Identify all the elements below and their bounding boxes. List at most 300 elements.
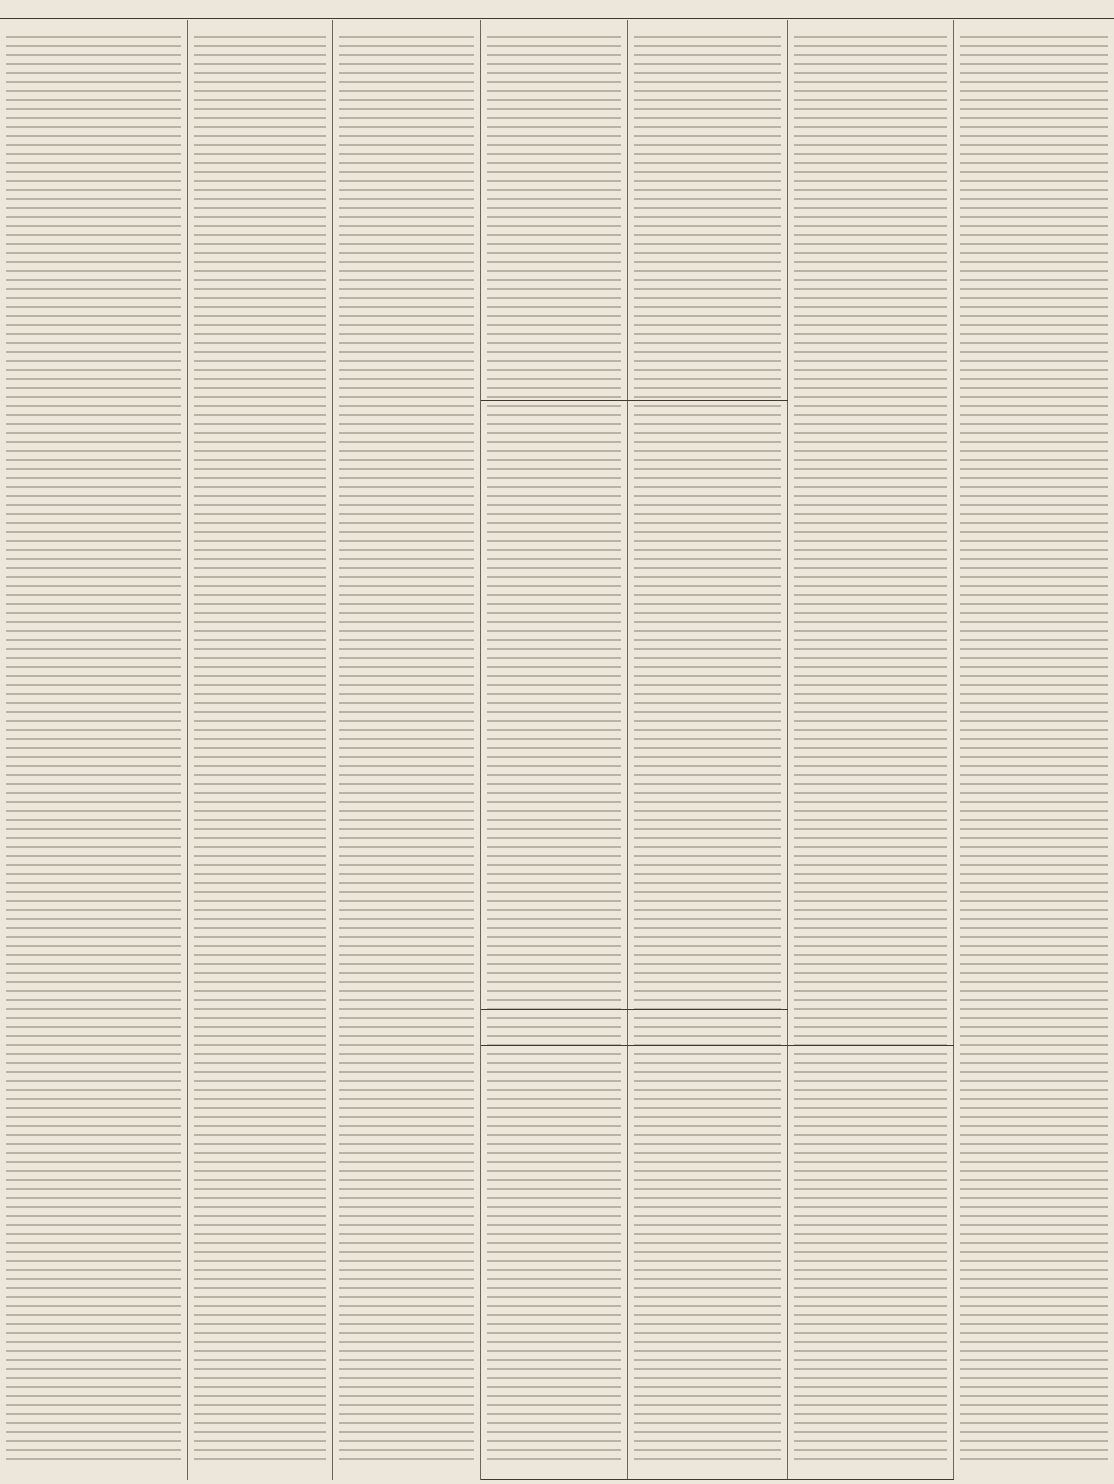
text-line-placeholder: [794, 1017, 947, 1019]
text-line-placeholder: [960, 981, 1108, 983]
text-line-placeholder: [339, 162, 474, 164]
text-line-placeholder: [634, 135, 781, 137]
text-line-placeholder: [6, 1278, 181, 1280]
text-line-placeholder: [339, 216, 474, 218]
text-line-placeholder: [194, 1053, 326, 1055]
text-line-placeholder: [6, 477, 181, 479]
text-line-placeholder: [194, 855, 326, 857]
text-line-placeholder: [960, 306, 1108, 308]
text-line-placeholder: [339, 1044, 474, 1046]
text-line-placeholder: [634, 369, 781, 371]
text-line-placeholder: [960, 1341, 1108, 1343]
text-line-placeholder: [960, 1197, 1108, 1199]
text-line-placeholder: [6, 72, 181, 74]
text-line-placeholder: [194, 783, 326, 785]
text-line-placeholder: [794, 171, 947, 173]
text-line-placeholder: [194, 1296, 326, 1298]
text-line-placeholder: [6, 126, 181, 128]
text-line-placeholder: [960, 342, 1108, 344]
text-line-placeholder: [960, 477, 1108, 479]
text-line-placeholder: [194, 1116, 326, 1118]
text-line-placeholder: [6, 1341, 181, 1343]
text-line-placeholder: [339, 1377, 474, 1379]
text-line-placeholder: [960, 603, 1108, 605]
text-line-placeholder: [339, 558, 474, 560]
text-line-placeholder: [6, 927, 181, 929]
text-line-placeholder: [194, 1233, 326, 1235]
text-line-placeholder: [487, 243, 621, 245]
text-line-placeholder: [794, 306, 947, 308]
text-line-placeholder: [794, 450, 947, 452]
text-line-placeholder: [960, 1152, 1108, 1154]
text-line-placeholder: [634, 90, 781, 92]
text-line-placeholder: [339, 729, 474, 731]
text-line-placeholder: [794, 135, 947, 137]
text-line-placeholder: [194, 837, 326, 839]
text-line-placeholder: [960, 1008, 1108, 1010]
text-line-placeholder: [339, 522, 474, 524]
text-line-placeholder: [960, 1350, 1108, 1352]
text-line-placeholder: [794, 189, 947, 191]
text-line-placeholder: [487, 360, 621, 362]
text-line-placeholder: [634, 297, 781, 299]
column-1: [0, 20, 188, 1480]
text-line-placeholder: [194, 828, 326, 830]
text-line-placeholder: [339, 1278, 474, 1280]
text-line-placeholder: [194, 738, 326, 740]
text-line-placeholder: [634, 72, 781, 74]
text-line-placeholder: [339, 1215, 474, 1217]
text-line-placeholder: [339, 432, 474, 434]
text-line-placeholder: [194, 45, 326, 47]
text-line-placeholder: [960, 1377, 1108, 1379]
text-line-placeholder: [6, 801, 181, 803]
text-line-placeholder: [339, 459, 474, 461]
text-line-placeholder: [339, 1197, 474, 1199]
text-line-placeholder: [339, 378, 474, 380]
text-line-placeholder: [960, 1314, 1108, 1316]
text-line-placeholder: [6, 1026, 181, 1028]
text-line-placeholder: [194, 1197, 326, 1199]
text-line-placeholder: [6, 315, 181, 317]
text-line-placeholder: [634, 378, 781, 380]
text-line-placeholder: [194, 1134, 326, 1136]
text-line-placeholder: [960, 270, 1108, 272]
text-line-placeholder: [6, 1332, 181, 1334]
text-line-placeholder: [794, 522, 947, 524]
text-line-placeholder: [794, 828, 947, 830]
text-line-placeholder: [6, 63, 181, 65]
text-line-placeholder: [339, 288, 474, 290]
text-line-placeholder: [794, 873, 947, 875]
text-line-placeholder: [794, 630, 947, 632]
text-line-placeholder: [194, 810, 326, 812]
text-line-placeholder: [794, 225, 947, 227]
text-line-placeholder: [960, 594, 1108, 596]
text-line-placeholder: [634, 45, 781, 47]
text-line-placeholder: [794, 99, 947, 101]
text-line-placeholder: [194, 558, 326, 560]
text-line-placeholder: [794, 126, 947, 128]
text-line-placeholder: [6, 1377, 181, 1379]
text-line-placeholder: [339, 126, 474, 128]
text-line-placeholder: [6, 1242, 181, 1244]
text-line-placeholder: [634, 144, 781, 146]
text-line-placeholder: [960, 666, 1108, 668]
text-line-placeholder: [794, 378, 947, 380]
text-line-placeholder: [6, 1305, 181, 1307]
text-line-placeholder: [960, 90, 1108, 92]
text-line-placeholder: [6, 1359, 181, 1361]
text-line-placeholder: [6, 612, 181, 614]
text-line-placeholder: [339, 1053, 474, 1055]
text-line-placeholder: [960, 963, 1108, 965]
text-line-placeholder: [6, 387, 181, 389]
text-line-placeholder: [194, 1359, 326, 1361]
text-line-placeholder: [487, 99, 621, 101]
text-line-placeholder: [6, 207, 181, 209]
text-line-placeholder: [794, 234, 947, 236]
text-line-placeholder: [339, 639, 474, 641]
text-line-placeholder: [6, 279, 181, 281]
text-line-placeholder: [339, 954, 474, 956]
text-line-placeholder: [960, 117, 1108, 119]
text-line-placeholder: [6, 909, 181, 911]
text-line-placeholder: [339, 180, 474, 182]
text-line-placeholder: [339, 1233, 474, 1235]
text-line-placeholder: [339, 747, 474, 749]
text-line-placeholder: [960, 72, 1108, 74]
text-line-placeholder: [960, 531, 1108, 533]
text-line-placeholder: [194, 1044, 326, 1046]
text-line-placeholder: [194, 1080, 326, 1082]
text-line-placeholder: [6, 198, 181, 200]
text-line-placeholder: [194, 1026, 326, 1028]
text-line-placeholder: [194, 423, 326, 425]
text-line-placeholder: [794, 585, 947, 587]
text-line-placeholder: [339, 1251, 474, 1253]
text-line-placeholder: [794, 972, 947, 974]
text-line-placeholder: [6, 702, 181, 704]
text-line-placeholder: [794, 657, 947, 659]
text-line-placeholder: [794, 936, 947, 938]
text-line-placeholder: [960, 540, 1108, 542]
text-line-placeholder: [339, 1143, 474, 1145]
text-line-placeholder: [487, 72, 621, 74]
text-line-placeholder: [794, 783, 947, 785]
text-line-placeholder: [794, 945, 947, 947]
text-line-placeholder: [6, 1215, 181, 1217]
text-line-placeholder: [194, 621, 326, 623]
text-line-placeholder: [960, 1224, 1108, 1226]
text-line-placeholder: [960, 810, 1108, 812]
text-line-placeholder: [794, 495, 947, 497]
text-line-placeholder: [339, 666, 474, 668]
text-line-placeholder: [960, 162, 1108, 164]
text-line-placeholder: [960, 234, 1108, 236]
text-line-placeholder: [6, 1062, 181, 1064]
text-line-placeholder: [794, 387, 947, 389]
text-line-placeholder: [6, 1296, 181, 1298]
text-line-placeholder: [960, 909, 1108, 911]
text-line-placeholder: [194, 1368, 326, 1370]
text-line-placeholder: [960, 711, 1108, 713]
text-line-placeholder: [960, 468, 1108, 470]
text-line-placeholder: [194, 720, 326, 722]
text-line-placeholder: [794, 981, 947, 983]
text-line-placeholder: [339, 1161, 474, 1163]
text-line-placeholder: [6, 522, 181, 524]
text-line-placeholder: [194, 243, 326, 245]
text-line-placeholder: [6, 486, 181, 488]
text-line-placeholder: [794, 954, 947, 956]
text-line-placeholder: [194, 297, 326, 299]
text-line-placeholder: [634, 1026, 781, 1028]
text-line-placeholder: [194, 36, 326, 38]
text-line-placeholder: [960, 144, 1108, 146]
column-3: [333, 20, 481, 1480]
text-line-placeholder: [634, 207, 781, 209]
text-line-placeholder: [194, 1188, 326, 1190]
text-line-placeholder: [194, 1242, 326, 1244]
text-line-placeholder: [339, 1026, 474, 1028]
text-line-placeholder: [487, 216, 621, 218]
text-line-placeholder: [794, 423, 947, 425]
text-line-placeholder: [960, 900, 1108, 902]
text-line-placeholder: [194, 1404, 326, 1406]
text-line-placeholder: [960, 792, 1108, 794]
text-line-placeholder: [487, 63, 621, 65]
text-line-placeholder: [194, 945, 326, 947]
text-line-placeholder: [339, 1080, 474, 1082]
text-line-placeholder: [339, 342, 474, 344]
text-line-placeholder: [194, 495, 326, 497]
text-line-placeholder: [487, 171, 621, 173]
text-line-placeholder: [634, 117, 781, 119]
text-line-placeholder: [960, 1269, 1108, 1271]
text-line-placeholder: [339, 810, 474, 812]
text-line-placeholder: [194, 567, 326, 569]
text-line-placeholder: [960, 558, 1108, 560]
text-line-placeholder: [339, 1071, 474, 1073]
text-line-placeholder: [6, 666, 181, 668]
text-line-placeholder: [960, 783, 1108, 785]
text-line-placeholder: [194, 1017, 326, 1019]
text-line-placeholder: [794, 621, 947, 623]
text-line-placeholder: [6, 603, 181, 605]
text-line-placeholder: [794, 810, 947, 812]
text-line-placeholder: [6, 1008, 181, 1010]
text-line-placeholder: [6, 630, 181, 632]
text-line-placeholder: [6, 1395, 181, 1397]
text-line-placeholder: [487, 108, 621, 110]
text-line-placeholder: [339, 108, 474, 110]
text-line-placeholder: [339, 513, 474, 515]
text-line-placeholder: [487, 198, 621, 200]
text-line-placeholder: [339, 1062, 474, 1064]
text-line-placeholder: [794, 765, 947, 767]
text-line-placeholder: [339, 54, 474, 56]
text-line-placeholder: [339, 1152, 474, 1154]
text-line-placeholder: [960, 855, 1108, 857]
text-line-placeholder: [339, 1296, 474, 1298]
text-line-placeholder: [794, 243, 947, 245]
text-line-placeholder: [339, 1413, 474, 1415]
text-line-placeholder: [339, 1134, 474, 1136]
text-line-placeholder: [194, 891, 326, 893]
text-line-placeholder: [6, 954, 181, 956]
text-line-placeholder: [960, 1143, 1108, 1145]
text-line-placeholder: [194, 936, 326, 938]
text-line-placeholder: [6, 306, 181, 308]
text-line-placeholder: [960, 1206, 1108, 1208]
text-line-placeholder: [339, 720, 474, 722]
text-line-placeholder: [6, 1152, 181, 1154]
text-line-placeholder: [194, 675, 326, 677]
text-line-placeholder: [194, 801, 326, 803]
text-line-placeholder: [794, 792, 947, 794]
text-line-placeholder: [960, 1116, 1108, 1118]
text-line-placeholder: [960, 675, 1108, 677]
text-line-placeholder: [634, 288, 781, 290]
text-line-placeholder: [339, 927, 474, 929]
text-line-placeholder: [487, 1035, 621, 1037]
text-line-placeholder: [194, 612, 326, 614]
text-line-placeholder: [339, 279, 474, 281]
text-line-placeholder: [194, 63, 326, 65]
text-line-placeholder: [339, 468, 474, 470]
text-line-placeholder: [194, 135, 326, 137]
text-line-placeholder: [6, 594, 181, 596]
text-line-placeholder: [960, 990, 1108, 992]
text-line-placeholder: [6, 396, 181, 398]
text-line-placeholder: [794, 261, 947, 263]
text-line-placeholder: [794, 486, 947, 488]
text-line-placeholder: [6, 774, 181, 776]
text-line-placeholder: [194, 639, 326, 641]
text-line-placeholder: [487, 225, 621, 227]
text-line-placeholder: [194, 459, 326, 461]
text-line-placeholder: [960, 315, 1108, 317]
text-line-placeholder: [6, 1413, 181, 1415]
text-line-placeholder: [6, 621, 181, 623]
text-line-placeholder: [6, 1125, 181, 1127]
text-line-placeholder: [6, 1143, 181, 1145]
text-line-placeholder: [960, 225, 1108, 227]
text-line-placeholder: [339, 1035, 474, 1037]
text-line-placeholder: [194, 1305, 326, 1307]
text-line-placeholder: [960, 702, 1108, 704]
text-line-placeholder: [339, 990, 474, 992]
text-line-placeholder: [194, 180, 326, 182]
text-line-placeholder: [960, 1413, 1108, 1415]
text-line-placeholder: [794, 639, 947, 641]
text-line-placeholder: [339, 360, 474, 362]
text-line-placeholder: [6, 414, 181, 416]
text-line-placeholder: [194, 918, 326, 920]
text-line-placeholder: [634, 1035, 781, 1037]
text-line-placeholder: [960, 1449, 1108, 1451]
text-line-placeholder: [960, 1107, 1108, 1109]
text-line-placeholder: [194, 270, 326, 272]
text-line-placeholder: [339, 477, 474, 479]
text-line-placeholder: [6, 1188, 181, 1190]
text-line-placeholder: [194, 792, 326, 794]
text-line-placeholder: [634, 180, 781, 182]
text-line-placeholder: [960, 846, 1108, 848]
text-line-placeholder: [794, 747, 947, 749]
text-line-placeholder: [6, 585, 181, 587]
text-line-placeholder: [6, 882, 181, 884]
text-line-placeholder: [960, 1215, 1108, 1217]
text-line-placeholder: [339, 144, 474, 146]
text-line-placeholder: [194, 369, 326, 371]
text-line-placeholder: [794, 297, 947, 299]
text-line-placeholder: [194, 387, 326, 389]
text-line-placeholder: [960, 747, 1108, 749]
text-line-placeholder: [194, 1440, 326, 1442]
text-line-placeholder: [194, 630, 326, 632]
text-line-placeholder: [487, 36, 621, 38]
text-line-placeholder: [194, 1395, 326, 1397]
text-line-placeholder: [487, 333, 621, 335]
text-line-placeholder: [339, 387, 474, 389]
text-line-placeholder: [960, 657, 1108, 659]
text-line-placeholder: [794, 675, 947, 677]
text-line-placeholder: [960, 261, 1108, 263]
text-line-placeholder: [960, 1431, 1108, 1433]
text-line-placeholder: [634, 189, 781, 191]
text-line-placeholder: [794, 1026, 947, 1028]
text-line-placeholder: [6, 855, 181, 857]
text-line-placeholder: [6, 450, 181, 452]
text-line-placeholder: [960, 774, 1108, 776]
text-line-placeholder: [794, 315, 947, 317]
text-line-placeholder: [194, 1278, 326, 1280]
text-line-placeholder: [794, 909, 947, 911]
text-line-placeholder: [339, 396, 474, 398]
text-line-placeholder: [487, 288, 621, 290]
text-line-placeholder: [6, 1350, 181, 1352]
text-line-placeholder: [339, 1305, 474, 1307]
text-line-placeholder: [6, 990, 181, 992]
text-line-placeholder: [339, 297, 474, 299]
text-line-placeholder: [960, 1242, 1108, 1244]
text-line-placeholder: [6, 792, 181, 794]
text-line-placeholder: [960, 1188, 1108, 1190]
text-line-placeholder: [6, 153, 181, 155]
text-line-placeholder: [194, 1377, 326, 1379]
text-line-placeholder: [960, 63, 1108, 65]
text-line-placeholder: [194, 288, 326, 290]
text-line-placeholder: [194, 1332, 326, 1334]
text-line-placeholder: [794, 819, 947, 821]
text-line-placeholder: [794, 360, 947, 362]
text-line-placeholder: [794, 558, 947, 560]
text-line-placeholder: [960, 396, 1108, 398]
text-line-placeholder: [794, 1035, 947, 1037]
text-line-placeholder: [634, 162, 781, 164]
text-line-placeholder: [6, 324, 181, 326]
text-line-placeholder: [634, 216, 781, 218]
text-line-placeholder: [194, 81, 326, 83]
text-line-placeholder: [194, 1008, 326, 1010]
text-line-placeholder: [194, 900, 326, 902]
text-line-placeholder: [960, 999, 1108, 1001]
text-line-placeholder: [194, 522, 326, 524]
text-line-placeholder: [960, 297, 1108, 299]
text-line-placeholder: [794, 963, 947, 965]
